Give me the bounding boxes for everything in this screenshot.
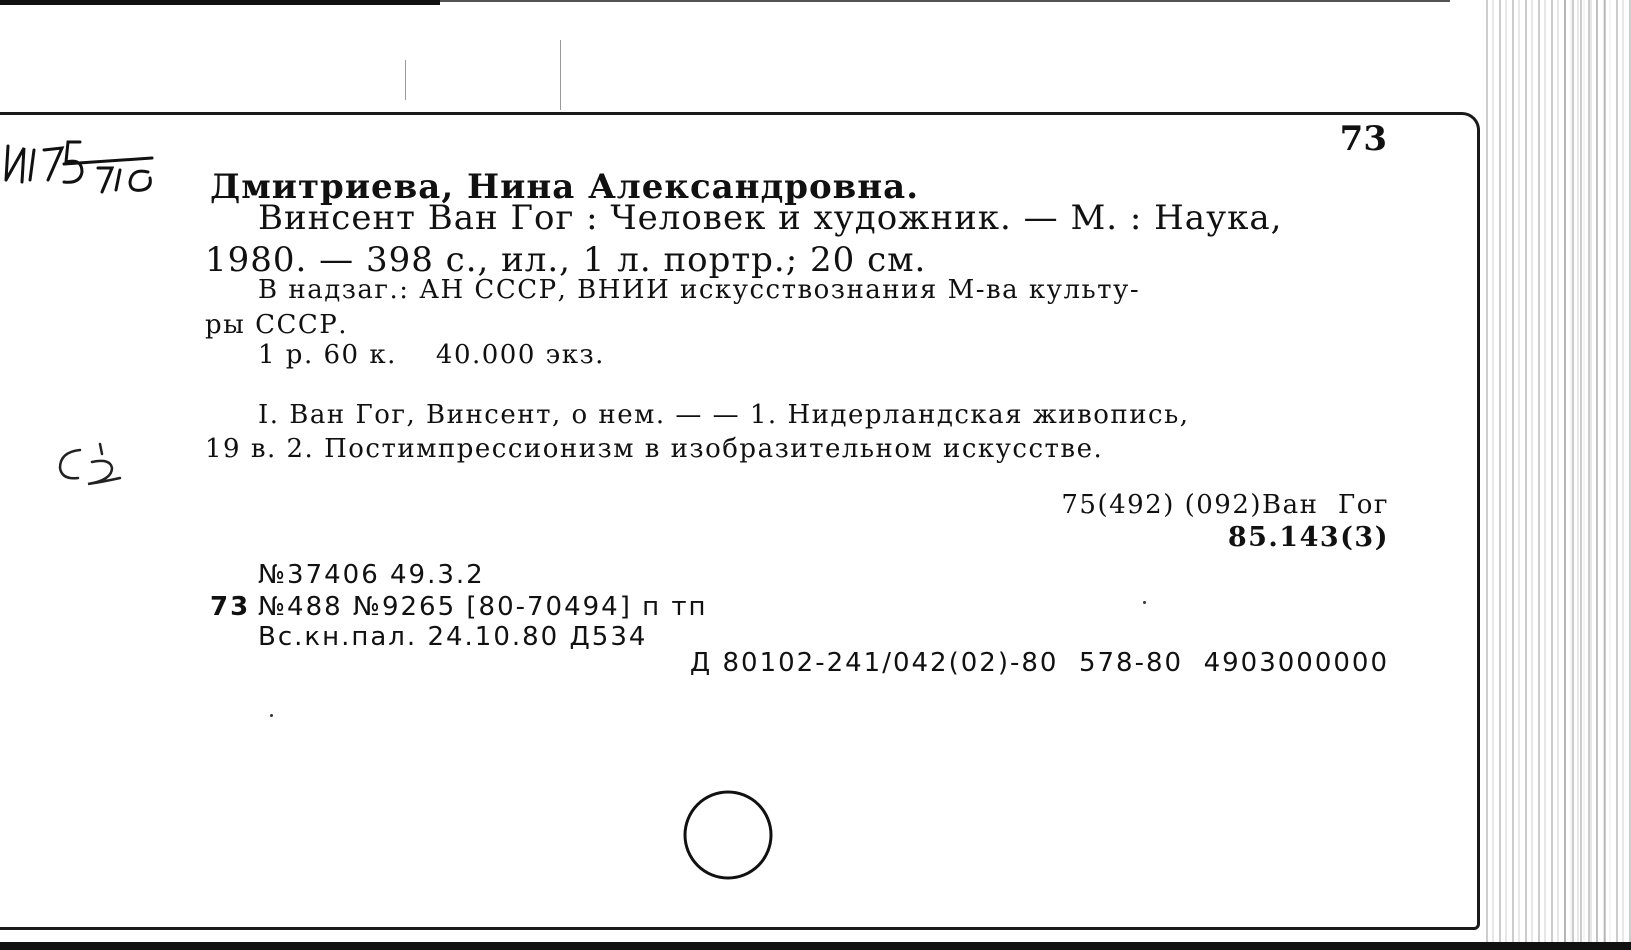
card-stack-edges-dark [1561,0,1611,950]
imprint-line-1: №37406 49.3.2 [258,560,485,590]
note-line-1: В надзаг.: АН СССР, ВНИИ искусствознания М-ва культу- [258,275,1141,305]
subjects-line-2: 19 в. 2. Постимпрессионизм в изобразительном искусстве. [205,434,1104,464]
scan-artifact-line [405,60,406,100]
card-punch-hole [680,785,780,885]
price-and-print-run: 1 р. 60 к. 40.000 экз. [258,340,605,370]
scan-artifact-line [560,40,561,110]
handwritten-code-text: И175 [2,196,5,197]
scan-top-edge-thin [440,0,1450,2]
scan-dust-dot [270,714,273,717]
handwritten-subscript-text: 710 [2,197,4,198]
title-line-1: Винсент Ван Гог : Человек и художник. — М. : Наука, [258,198,1283,238]
scan-dust-dot [1143,601,1146,604]
note-line-2: ры СССР. [205,310,349,340]
scan-bottom-edge [0,942,1631,950]
page-number: 73 [1339,119,1387,159]
handwritten-scribble-mark [52,440,132,490]
bbk-classification: 85.143(3) [1227,522,1389,553]
imprint-line-3: Вс.кн.пал. 24.10.80 Д534 [258,622,648,652]
udk-classification: 75(492) (092)Ван Гог [1061,490,1389,520]
author-heading: Дмитриева, Нина Александровна. [210,167,920,207]
imprint-line-2: №488 №9265 [80-70494] п тп [258,592,708,622]
title-line-2: 1980. — 398 с., ил., 1 л. портр.; 20 см. [205,240,927,280]
handwritten-call-number [2,128,192,198]
imprint-prefix: 73 [210,592,251,622]
imprint-line-4: Д 80102-241/042(02)-80 578-80 4903000000 [689,648,1389,678]
scan-top-edge [0,0,440,5]
subjects-line-1: I. Ван Гог, Винсент, о нем. — — 1. Нидерландская живопись, [258,400,1190,430]
